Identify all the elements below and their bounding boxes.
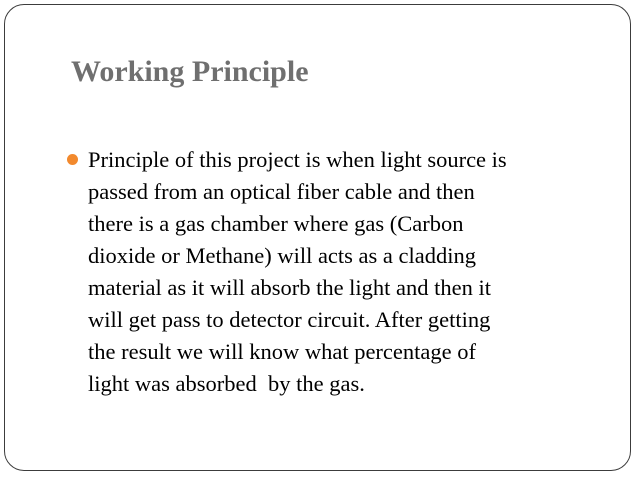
slide-title: Working Principle — [71, 55, 309, 88]
bullet-text-line: light was absorbed by the gas. — [88, 371, 365, 396]
bullet-text-line: the result we will know what percentage of — [88, 339, 476, 364]
bullet-item — [66, 144, 606, 400]
bullet-list — [66, 144, 606, 400]
bullet-text-line: passed from an optical fiber cable and then — [88, 179, 475, 204]
bullet-text-line: material as it will absorb the light and then it — [88, 275, 492, 300]
bullet-text-line: Principle of this project is when light source is — [88, 147, 507, 172]
bullet-text-line: there is a gas chamber where gas (Carbon — [88, 211, 464, 236]
bullet-text-line: will get pass to detector circuit. After getting — [88, 307, 491, 332]
bullet-text-line: dioxide or Methane) will acts as a cladding — [88, 243, 477, 268]
bullet-circle-icon — [67, 154, 78, 165]
